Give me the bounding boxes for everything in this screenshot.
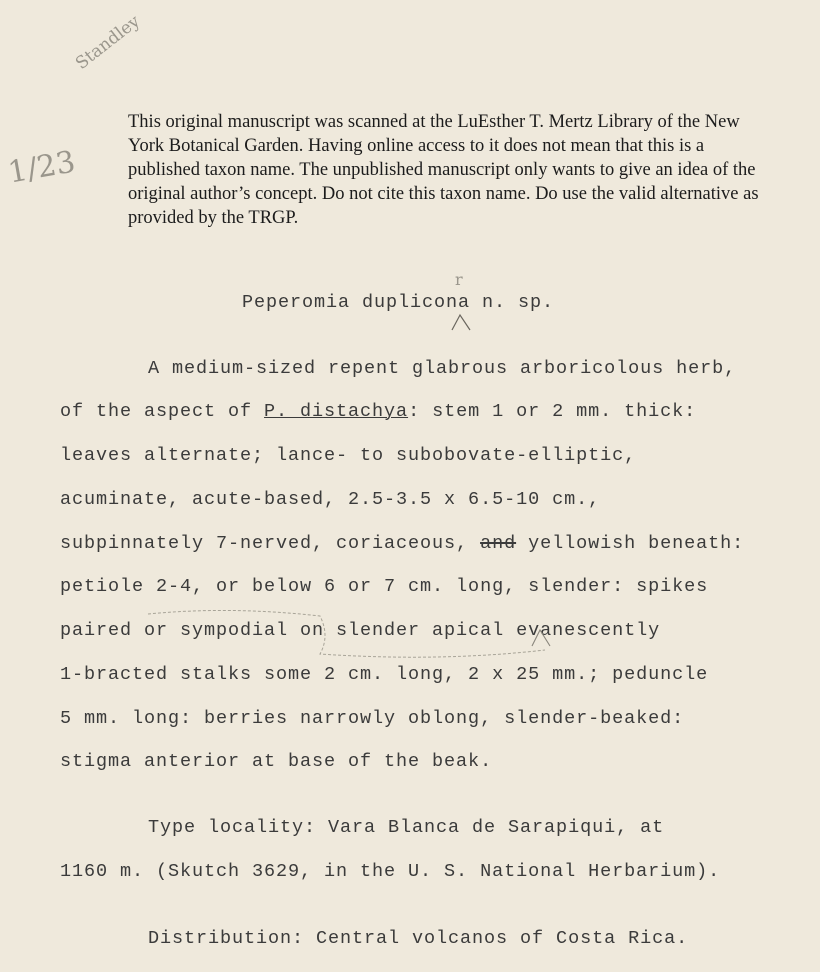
description-line: leaves alternate; lance- to subobovate-elliptic, <box>60 445 637 466</box>
caret-mark <box>450 312 472 332</box>
description-line: 5 mm. long: berries narrowly oblong, slender-beaked: <box>60 708 685 729</box>
type-locality-line: 1160 m. (Skutch 3629, in the U. S. National Herbarium). <box>60 861 721 882</box>
distribution-line: Distribution: Central volcanos of Costa Rica. <box>148 928 689 949</box>
type-locality-line: Type locality: Vara Blanca de Sarapiqui, at <box>148 817 665 838</box>
text-segment: yellowish beneath: <box>516 533 745 554</box>
description-line: petiole 2-4, or below 6 or 7 cm. long, slender: spikes <box>60 576 709 597</box>
collector-pencil-note: Standley <box>72 11 144 74</box>
pencil-bracket-mark <box>140 606 560 666</box>
title-pencil-correction: r <box>455 270 463 289</box>
description-line: stigma anterior at base of the beak. <box>60 751 493 772</box>
description-line: paired or sympodial on slender apical evanescently <box>60 620 661 641</box>
struck-word: and <box>480 533 517 554</box>
margin-pencil-number: 1/23 <box>5 144 78 191</box>
compared-species: P. distachya <box>264 401 409 422</box>
library-notice: This original manuscript was scanned at the LuEsther T. Mertz Library of the New York Botanical Garden. Having online access to it does not mean that this is a published taxon name. The unpublished manuscript only wants to give an idea of the original author’s concept. Do not cite this taxon name. Do use the valid alternative as provided by the TRGP. <box>128 112 759 228</box>
description-line: 1-bracted stalks some 2 cm. long, 2 x 25 mm.; peduncle <box>60 664 709 685</box>
species-title: Peperomia duplicona n. sp. <box>242 292 555 313</box>
text-segment: subpinnately 7-nerved, coriaceous, <box>60 533 481 554</box>
description-line: A medium-sized repent glabrous arboricolous herb, <box>148 358 737 379</box>
text-segment: : stem 1 or 2 mm. thick: <box>408 401 697 422</box>
description-line <box>60 401 696 422</box>
text-segment: of the aspect of <box>60 401 265 422</box>
description-line: acuminate, acute-based, 2.5-3.5 x 6.5-10 cm., <box>60 489 601 510</box>
description-line <box>60 533 744 554</box>
